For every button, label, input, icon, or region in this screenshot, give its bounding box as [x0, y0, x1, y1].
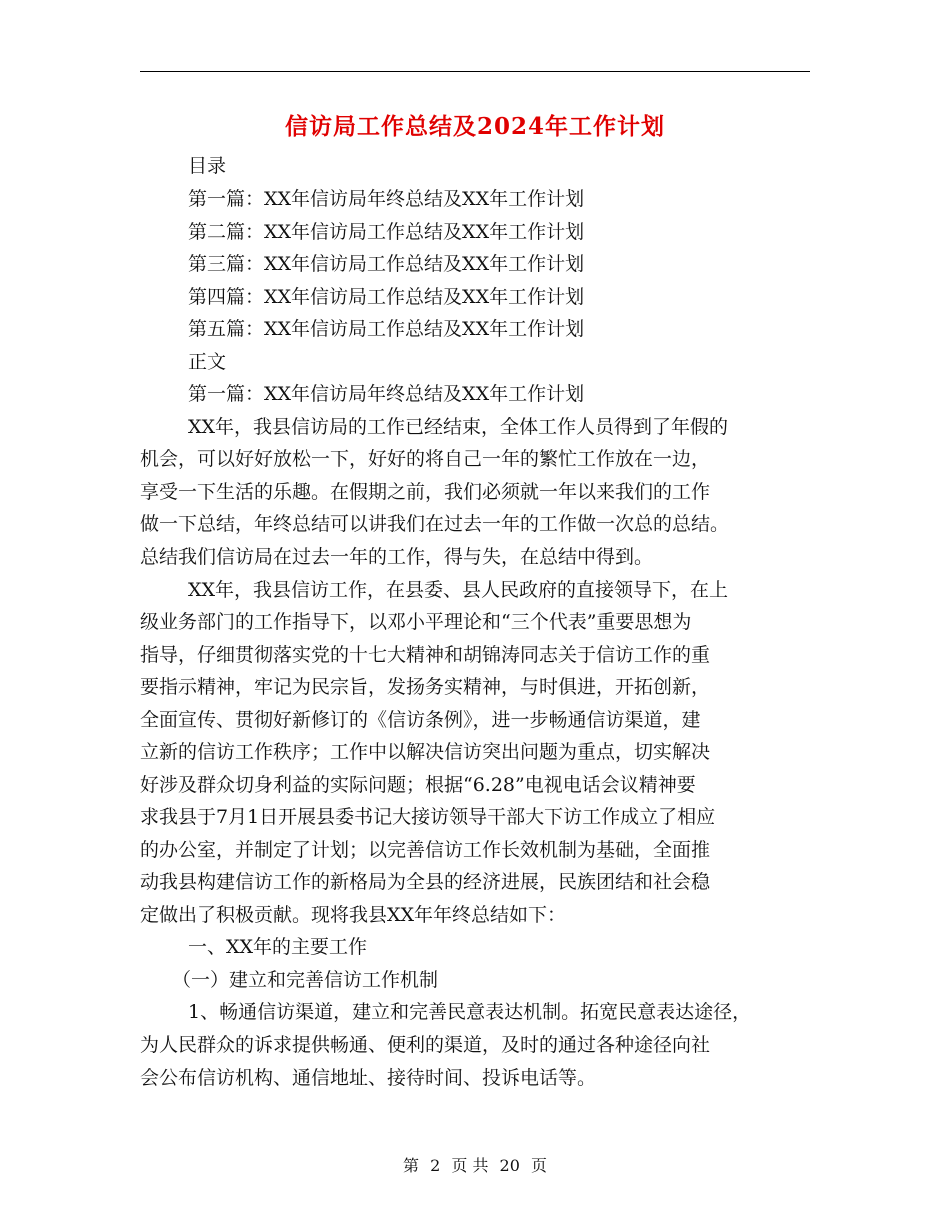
text-line: XX年，我县信访局的工作已经结束，全体工作人员得到了年假的 — [188, 416, 729, 438]
text-line: 第二篇：XX年信访局工作总结及XX年工作计划 — [188, 221, 585, 243]
footer-middle: 页 共 — [451, 1156, 489, 1175]
text-line: 第五篇：XX年信访局工作总结及XX年工作计划 — [188, 318, 585, 340]
page-total: 20 — [499, 1156, 520, 1175]
footer-prefix: 第 — [402, 1156, 419, 1175]
text-line: 机会，可以好好放松一下，好好的将自己一年的繁忙工作放在一边， — [140, 448, 711, 470]
footer-suffix: 页 — [531, 1156, 548, 1175]
text-line: XX年，我县信访工作，在县委、县人民政府的直接领导下，在上 — [188, 579, 729, 601]
page-number: 2 — [430, 1156, 441, 1175]
text-line: 第一篇：XX年信访局年终总结及XX年工作计划 — [188, 383, 585, 405]
text-line: 好涉及群众切身利益的实际问题；根据“6.28”电视电话会议精神要 — [140, 774, 696, 796]
text-line: 第三篇：XX年信访局工作总结及XX年工作计划 — [188, 253, 585, 275]
text-line: 会公布信访机构、通信地址、接待时间、投诉电话等。 — [140, 1067, 597, 1089]
text-line: 全面宣传、贯彻好新修订的《信访条例》，进一步畅通信访渠道，建 — [140, 709, 701, 731]
page-footer — [0, 1153, 950, 1176]
text-line: 总结我们信访局在过去一年的工作，得与失，在总结中得到。 — [140, 546, 654, 568]
text-line: 享受一下生活的乐趣。在假期之前，我们必须就一年以来我们的工作 — [140, 481, 711, 503]
header-rule — [140, 71, 810, 72]
text-line: 要指示精神，牢记为民宗旨，发扬务实精神，与时俱进，开拓创新， — [140, 676, 711, 698]
text-line: 第一篇：XX年信访局年终总结及XX年工作计划 — [188, 188, 585, 210]
text-line: 立新的信访工作秩序；工作中以解决信访突出问题为重点，切实解决 — [140, 741, 711, 763]
text-line: 为人民群众的诉求提供畅通、便利的渠道，及时的通过各种途径向社 — [140, 1034, 711, 1056]
text-line: 级业务部门的工作指导下，以邓小平理论和“三个代表”重要思想为 — [140, 611, 692, 633]
text-line: 动我县构建信访工作的新格局为全县的经济进展，民族团结和社会稳 — [140, 871, 711, 893]
text-line: 正文 — [188, 351, 227, 373]
text-line: 目录 — [188, 155, 227, 177]
text-line: 指导，仔细贯彻落实党的十七大精神和胡锦涛同志关于信访工作的重 — [140, 644, 711, 666]
text-line: 的办公室，并制定了计划；以完善信访工作长效机制为基础，全面推 — [140, 839, 711, 861]
document-title: 信访局工作总结及2024年工作计划 — [284, 113, 665, 140]
text-line: 定做出了积极贡献。现将我县XX年年终总结如下： — [140, 904, 567, 926]
text-line: 做一下总结，年终总结可以讲我们在过去一年的工作做一次总的总结。 — [140, 513, 730, 535]
text-line: 第四篇：XX年信访局工作总结及XX年工作计划 — [188, 286, 585, 308]
text-line: （一）建立和完善信访工作机制 — [172, 969, 439, 991]
text-line: 求我县于7月1日开展县委书记大接访领导干部大下访工作成立了相应 — [140, 806, 716, 828]
text-line: 一、XX年的主要工作 — [188, 936, 368, 958]
text-line: 1、畅通信访渠道，建立和完善民意表达机制。拓宽民意表达途径， — [188, 1001, 752, 1023]
